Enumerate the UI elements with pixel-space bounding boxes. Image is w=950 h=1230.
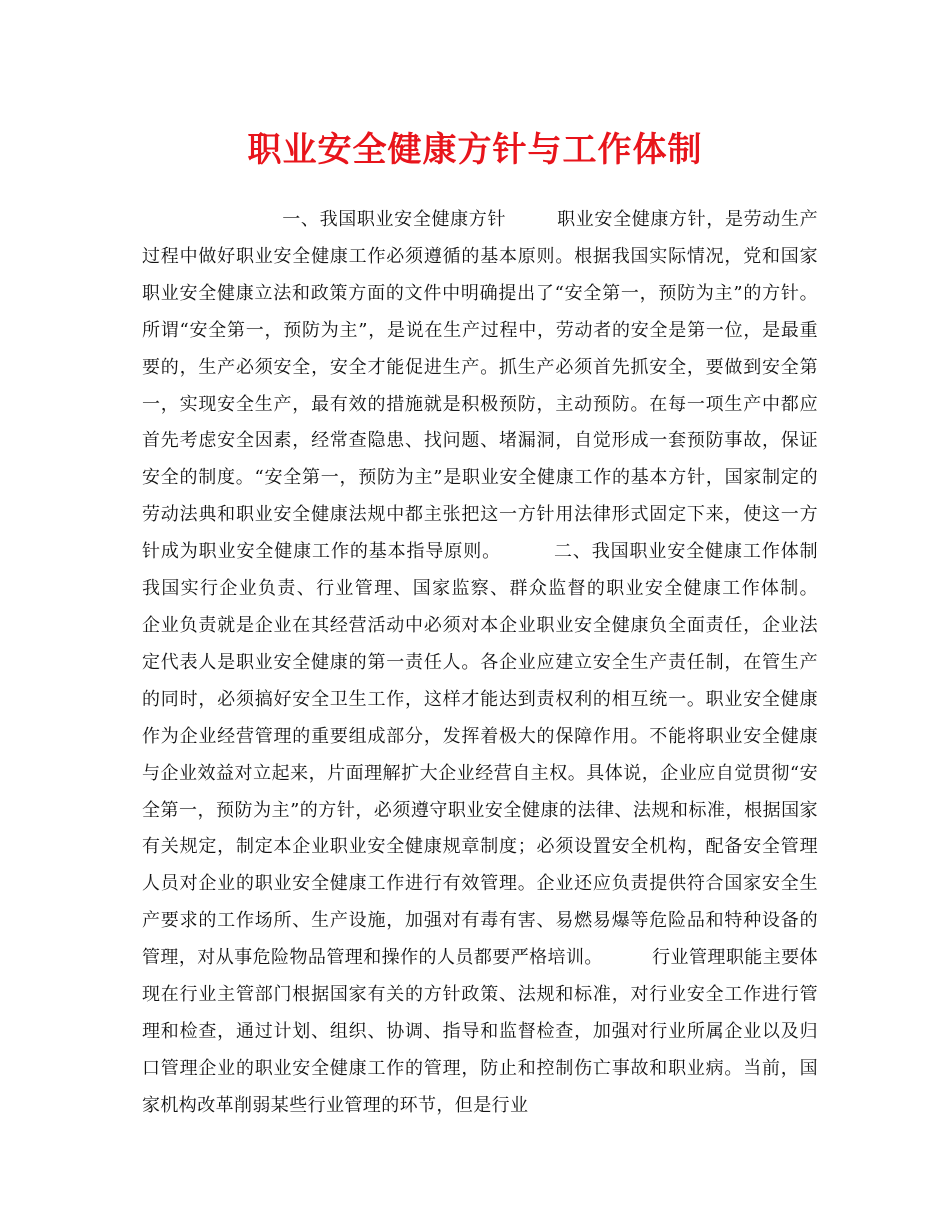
body-paragraph: 一、我国职业安全健康方针 职业安全健康方针，是劳动生产过程中做好职业安全健康工作必须遵循的基本原则。根据我国实际情况，党和国家职业安全健康立法和政策方面的文件中明确提出了“安全第一，预防为主”的方针。所谓“安全第一，预防为主”，是说在生产过程中，劳动者的安全是第一位，是最重要的，生产必须安全，安全才能促进生产。抓生产必须首先抓安全，要做到安全第一，实现安全生产，最有效的措施就是积极预防，主动预防。在每一项生产中都应首先考虑安全因素，经常查隐患、找问题、堵漏洞，自觉形成一套预防事故，保证安全的制度。“安全第一，预防为主”是职业安全健康工作的基本方针，国家制定的劳动法典和职业安全健康法规中都主张把这一方针用法律形式固定下来，使这一方针成为职业安全健康工作的基本指导原则。 二、我国职业安全健康工作体制 我国实行企业负责、行业管理、国家监察、群众监督的职业安全健康工作体制。 企业负责就是企业在其经营活动中必须对本企业职业安全健康负全面责任，企业法定代表人是职业安全健康的第一责任人。各企业应建立安全生产责任制，在管生产的同时，必须搞好安全卫生工作，这样才能达到责权利的相互统一。职业安全健康作为企业经营管理的重要组成部分，发挥着极大的保障作用。不能将职业安全健康与企业效益对立起来，片面理解扩大企业经营自主权。具体说，企业应自觉贯彻“安全第一，预防为主”的方针，必须遵守职业安全健康的法律、法规和标准，根据国家有关规定，制定本企业职业安全健康规章制度；必须设置安全机构，配备安全管理人员对企业的职业安全健康工作进行有效管理。企业还应负责提供符合国家安全生产要求的工作场所、生产设施，加强对有毒有害、易燃易爆等危险品和特种设备的管理，对从事危险物品管理和操作的人员都要严格培训。 行业管理职能主要体现在行业主管部门根据国家有关的方针政策、法规和标准，对行业安全工作进行管理和检查，通过计划、组织、协调、指导和监督检查，加强对行业所属企业以及归口管理企业的职业安全健康工作的管理，防止和控制伤亡事故和职业病。当前，国家机构改革削弱某些行业管理的环节，但是行业 (142, 209, 867, 1116)
document-body (142, 202, 867, 1125)
document-title: 职业安全健康方针与工作体制 (247, 130, 703, 170)
